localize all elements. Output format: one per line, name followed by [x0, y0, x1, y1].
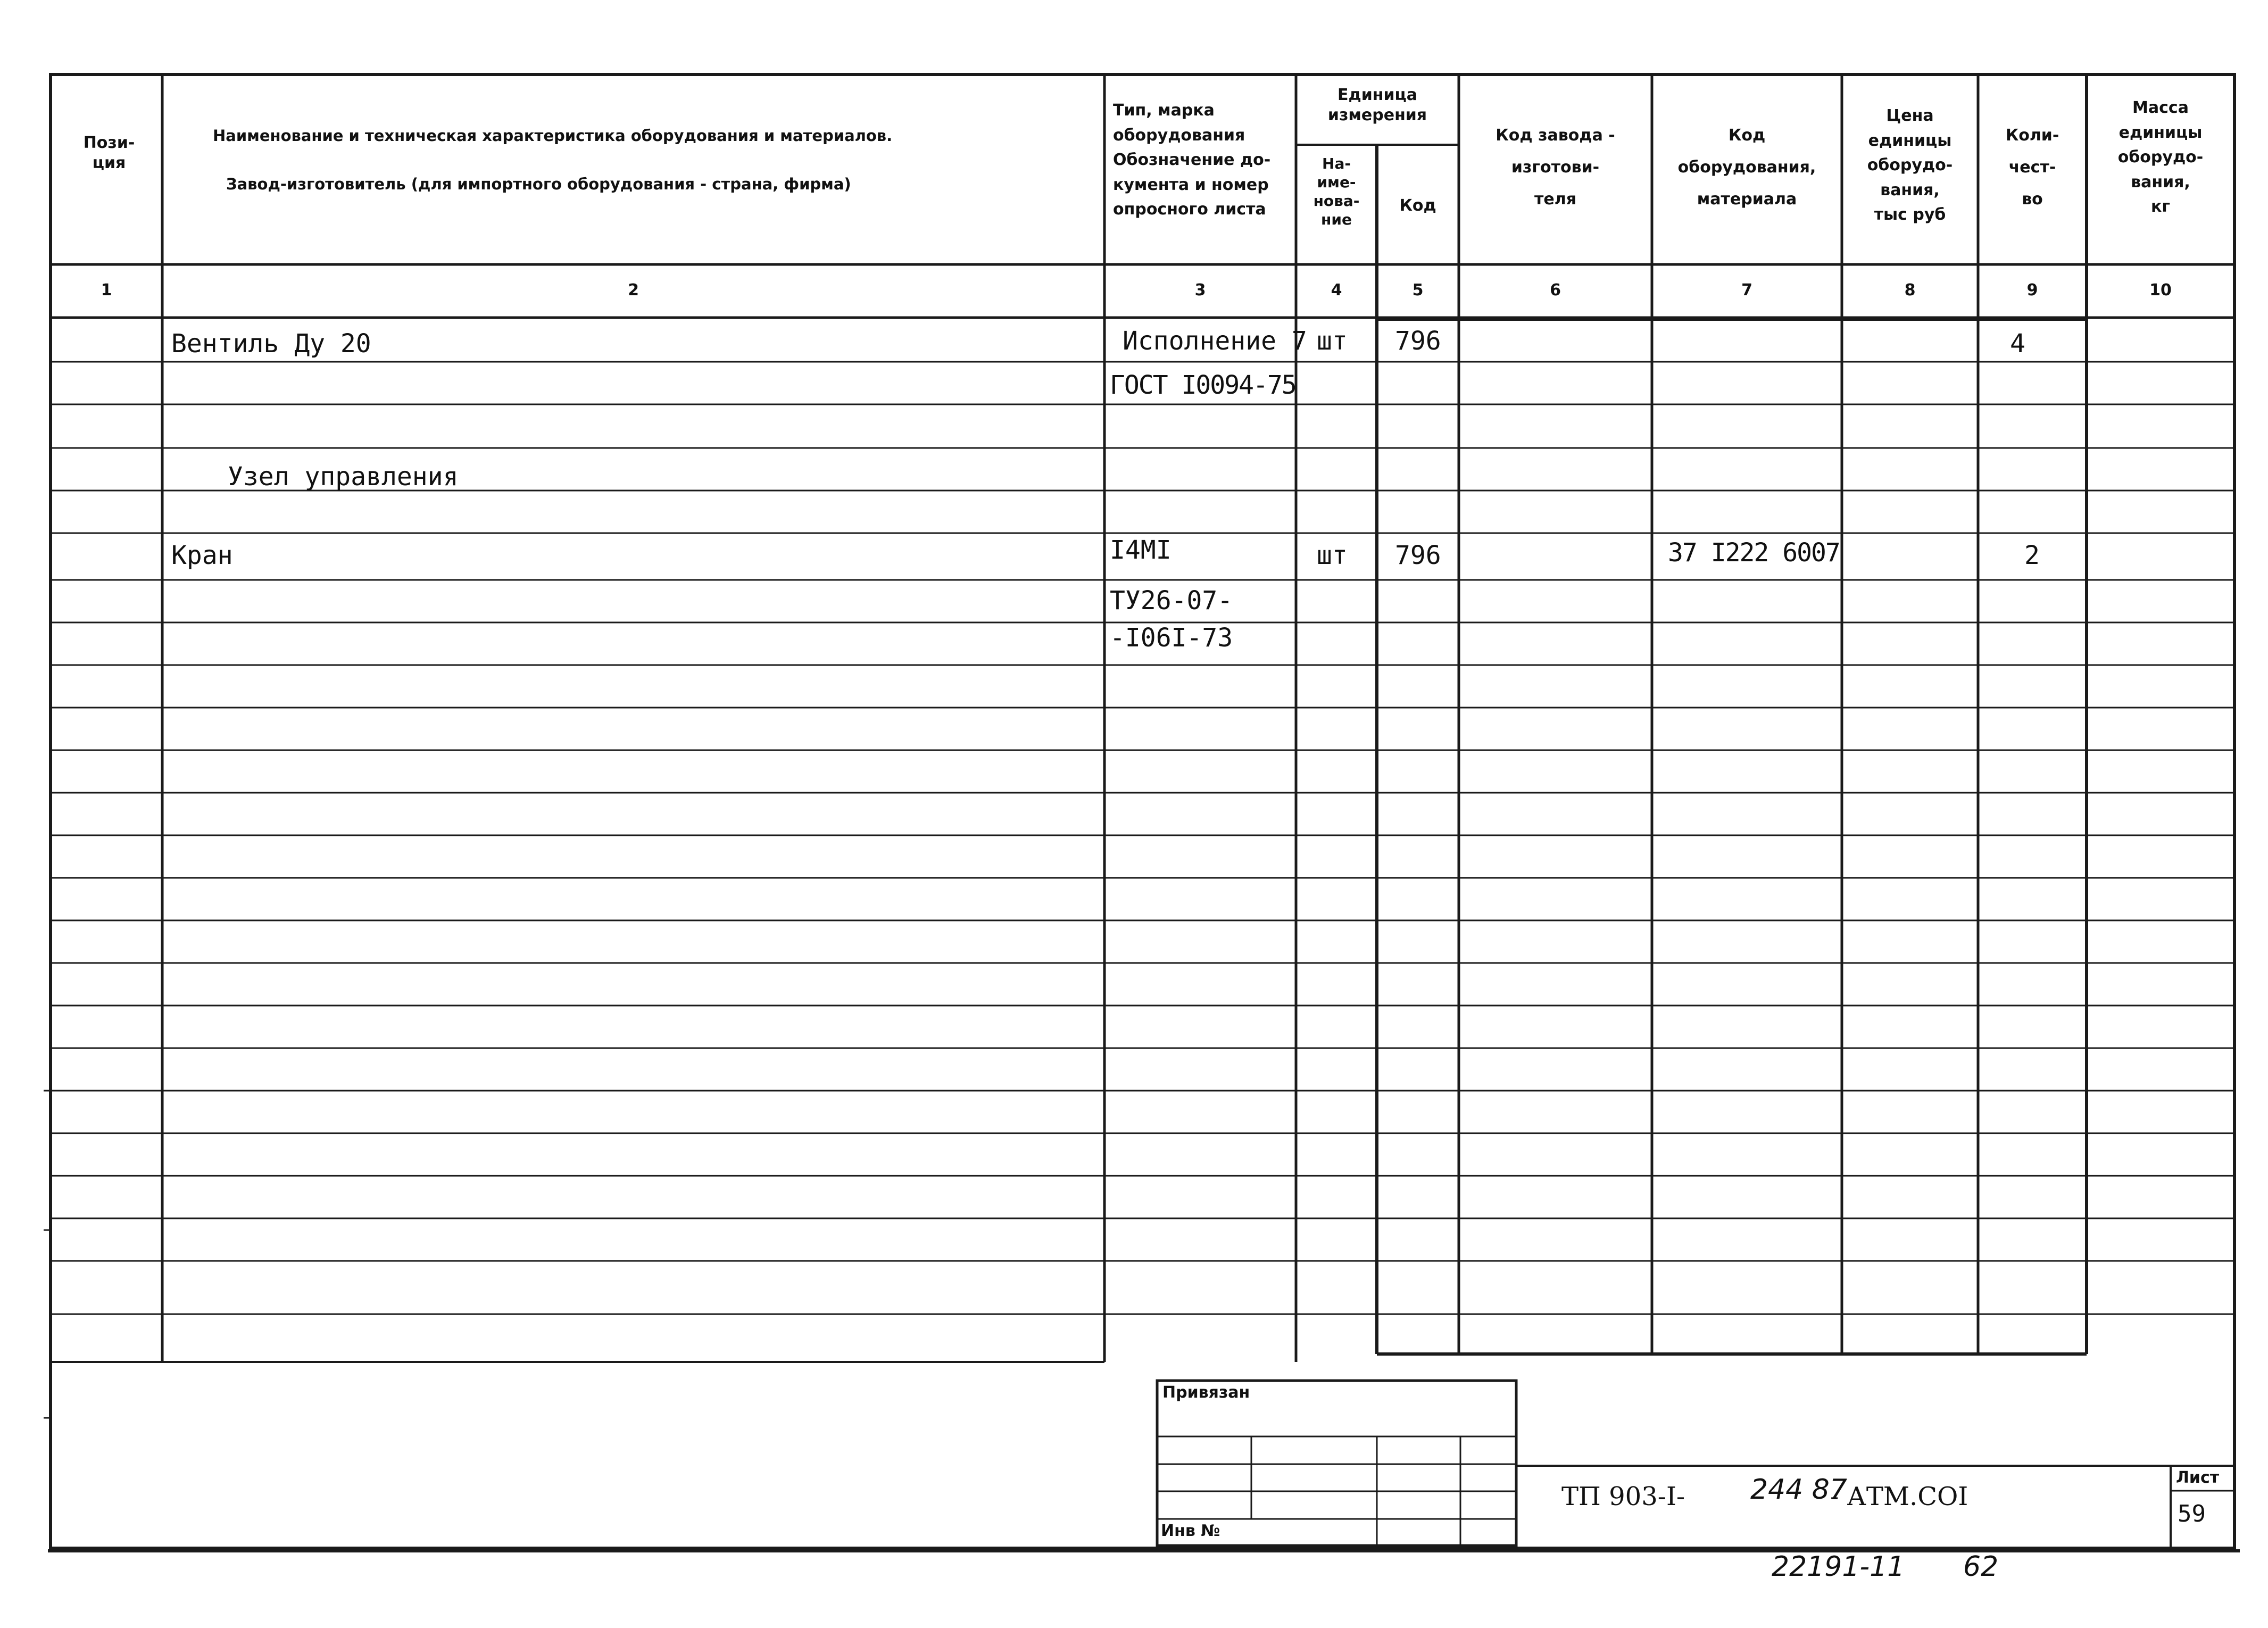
row1-name: Вентиль Ду 20 [171, 329, 371, 359]
colnum-4: 4 [1331, 281, 1342, 300]
row1-unit: шт [1317, 326, 1348, 356]
row6-code: 796 [1395, 541, 1441, 570]
colnum-8: 8 [1904, 281, 1916, 300]
header-position: Пози- ция [83, 134, 135, 172]
header-unit: Единица измерения [1327, 86, 1427, 124]
row6-type: I4MI [1110, 535, 1172, 565]
document-code-suffix: - АТМ.СОI [1830, 1482, 1968, 1511]
header-unit-name: На- име- нова- ние [1313, 155, 1360, 228]
colnum-9: 9 [2026, 281, 2038, 300]
row1-code: 796 [1395, 326, 1441, 356]
header-name-line2: Завод-изготовитель (для импортного оборудования - страна, фирма) [226, 175, 851, 193]
header-mass: Масса единицы оборудо- вания, кг [2117, 98, 2204, 216]
row2-type: ГОСТ I0094-75 [1110, 370, 1296, 400]
header-name-line1: Наименование и техническая характеристика оборудования и материалов. [213, 127, 893, 145]
row6-name: Кран [171, 541, 233, 570]
row4-name: Узел управления [228, 462, 459, 492]
row6-qty: 2 [2024, 541, 2040, 570]
row6-unit: шт [1317, 541, 1348, 570]
document-code-prefix: ТП 903-I- [1561, 1482, 1685, 1511]
colnum-10: 10 [2149, 281, 2172, 300]
stamp-inv-label: Инв № [1161, 1522, 1220, 1540]
row7-type: ТУ26-07- [1110, 586, 1233, 616]
colnum-1: 1 [101, 281, 112, 300]
colnum-6: 6 [1550, 281, 1561, 300]
header-unit-code: Код [1399, 196, 1436, 215]
row6-material-code: 37 I222 6007 [1668, 538, 1840, 568]
header-price: Цена единицы оборудо- вания, тыс руб [1867, 106, 1953, 224]
header-equipment-code: Код оборудования, материала [1677, 126, 1816, 209]
colnum-5: 5 [1412, 281, 1424, 300]
sheet-label: Лист [2176, 1468, 2220, 1487]
row1-type: Исполнение 7 [1123, 326, 1307, 356]
stamp-attached-label: Привязан [1162, 1383, 1250, 1402]
sheet-number: 59 [2178, 1500, 2206, 1527]
header-quantity: Коли- чест- во [2005, 126, 2059, 209]
header-factory-code: Код завода - изготови- теля [1496, 126, 1615, 209]
header-type: Тип, марка оборудования Обозначение до- кумента и номер опросного листа [1113, 101, 1271, 219]
footer-page-number: 62 [1963, 1551, 1999, 1583]
row1-qty: 4 [2010, 329, 2025, 359]
row8-type: -I06I-73 [1110, 623, 1233, 653]
document-code-handwritten: 244 87 [1750, 1474, 1847, 1506]
archive-number: 22191-11 [1772, 1551, 1905, 1583]
colnum-3: 3 [1194, 281, 1206, 300]
colnum-2: 2 [628, 281, 639, 300]
colnum-7: 7 [1741, 281, 1752, 300]
